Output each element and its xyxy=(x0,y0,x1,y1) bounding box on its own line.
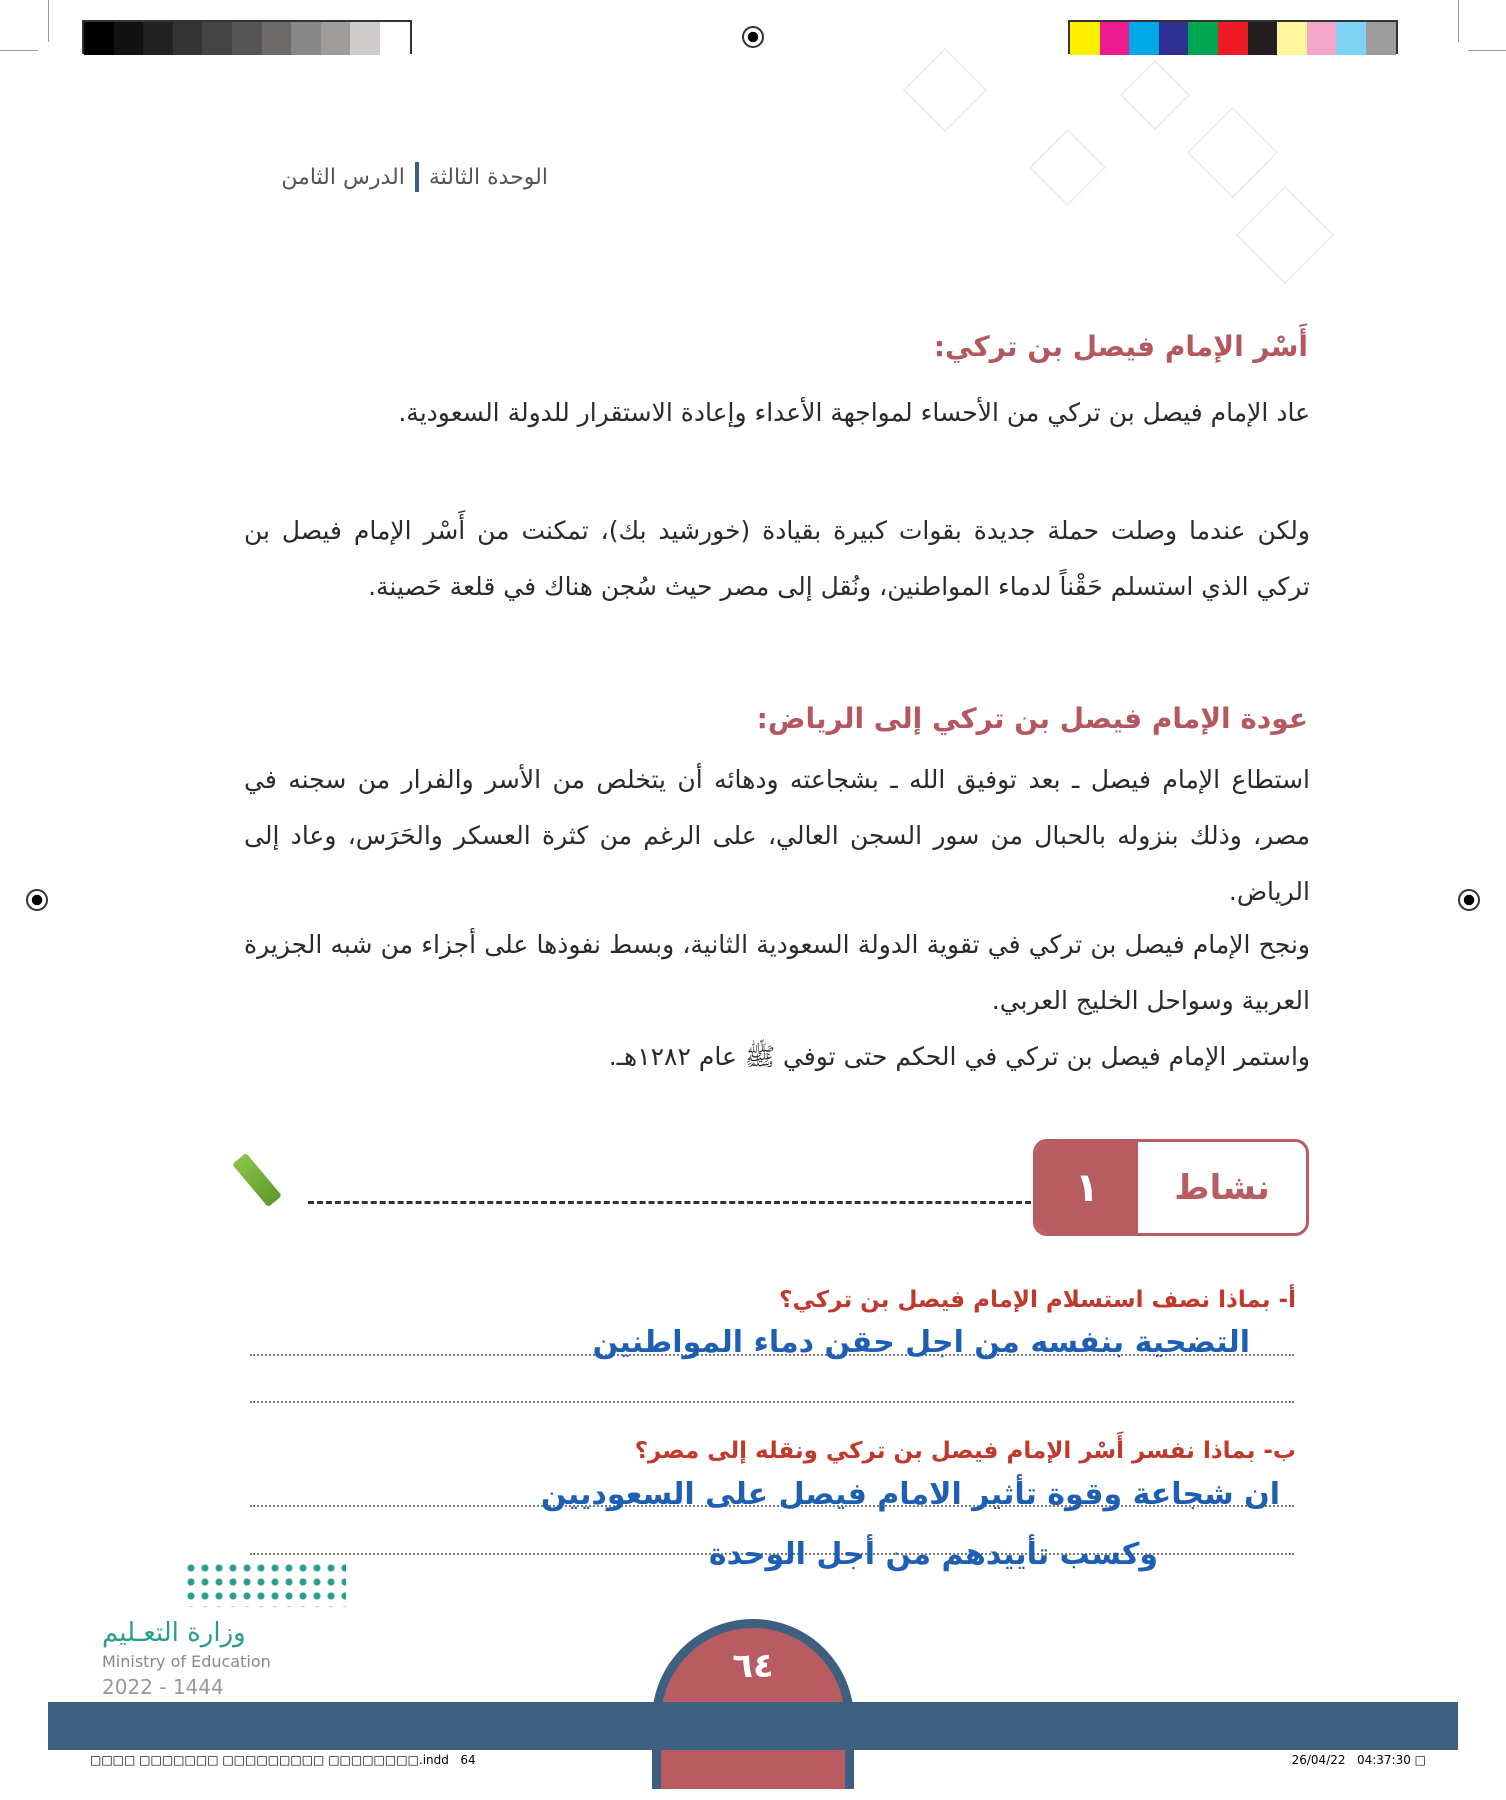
slug-date: 26/04/22 04:37:30 □ xyxy=(1291,1753,1426,1767)
decor-shape xyxy=(1029,129,1107,207)
decor-shape xyxy=(1236,186,1335,285)
paragraph: عاد الإمام فيصل بن تركي من الأحساء لمواجهة الأعداء وإعادة الاستقرار للدولة السعودية. xyxy=(398,398,1310,427)
pencil-icon xyxy=(232,1153,282,1207)
registration-mark-right xyxy=(1458,889,1480,911)
crop-mark xyxy=(1458,0,1459,42)
running-header xyxy=(281,162,548,192)
lesson-label: الدرس الثامن xyxy=(281,164,405,190)
question-a: أ- بماذا نصف استسلام الإمام فيصل بن تركي؟ xyxy=(779,1287,1296,1313)
crop-mark xyxy=(0,50,38,51)
paragraph: ولكن عندما وصلت حملة جديدة بقوات كبيرة بقيادة (خورشيد بك)، تمكنت من أَسْر الإمام فيصل بن تركي الذي استسلم حَقْناً لدماء المواطنين، ونُقل إلى مصر حيث سُجن هناك في قلعة حَصينة. xyxy=(244,516,1310,601)
section-heading: أَسْر الإمام فيصل بن تركي: xyxy=(933,330,1308,363)
activity-number: ١ xyxy=(1036,1142,1138,1233)
question-b: ب- بماذا نفسر أَسْر الإمام فيصل بن تركي ونقله إلى مصر؟ xyxy=(634,1438,1296,1464)
decor-shape xyxy=(903,48,988,133)
paragraph: واستمر الإمام فيصل بن تركي في الحكم حتى توفي ﷺ عام ١٢٨٢هـ. xyxy=(608,1042,1310,1071)
grayscale-bar xyxy=(82,20,412,54)
crop-mark xyxy=(1468,50,1506,51)
decor-shape xyxy=(1120,60,1191,131)
section-heading: عودة الإمام فيصل بن تركي إلى الرياض: xyxy=(756,702,1308,735)
crop-mark xyxy=(48,0,49,42)
activity-label: نشاط xyxy=(1174,1167,1270,1208)
decor-shape xyxy=(1187,107,1279,199)
paragraph: استطاع الإمام فيصل ـ بعد توفيق الله ـ بشجاعته ودهائه أن يتخلص من الأسر والفرار من سجنه في مصر، وذلك بنزوله بالحبال من سور السجن العالي، على الرغم من كثرة العسكر والحَرَس، وعاد إلى الرياض. xyxy=(244,765,1310,906)
edition-year: 2022 - 1444 xyxy=(102,1675,224,1699)
answer-line xyxy=(250,1401,1294,1403)
answer-b-line1[interactable]: ان شجاعة وقوة تأثير الامام فيصل على السعوديين xyxy=(540,1477,1280,1512)
unit-label: الوحدة الثالثة xyxy=(428,164,548,190)
activity-badge xyxy=(1033,1139,1309,1236)
registration-mark-left xyxy=(26,889,48,911)
paragraph: ونجح الإمام فيصل بن تركي في تقوية الدولة السعودية الثانية، وبسط نفوذها على أجزاء من شبه الجزيرة العربية وسواحل الخليج العربي. xyxy=(244,930,1310,1015)
ministry-name-en: Ministry of Education xyxy=(102,1652,271,1671)
divider xyxy=(415,162,419,192)
slug-filename: □□□□ □□□□□□□ □□□□□□□□□ □□□□□□□□.indd 64 xyxy=(90,1753,476,1767)
registration-mark-top xyxy=(742,26,764,48)
color-bar xyxy=(1068,20,1398,54)
ministry-name-ar: وزارة التعـليم xyxy=(102,1618,246,1648)
answer-a[interactable]: التضحية بنفسه من اجل حقن دماء المواطنين xyxy=(592,1325,1250,1360)
ministry-logo-dots xyxy=(184,1561,346,1607)
answer-b-line2[interactable]: وكسب تأييدهم من أجل الوحدة xyxy=(708,1537,1158,1572)
dashed-line xyxy=(308,1201,1031,1204)
footer-bar xyxy=(48,1702,1458,1750)
page-number: ٦٤ xyxy=(732,1646,774,1686)
